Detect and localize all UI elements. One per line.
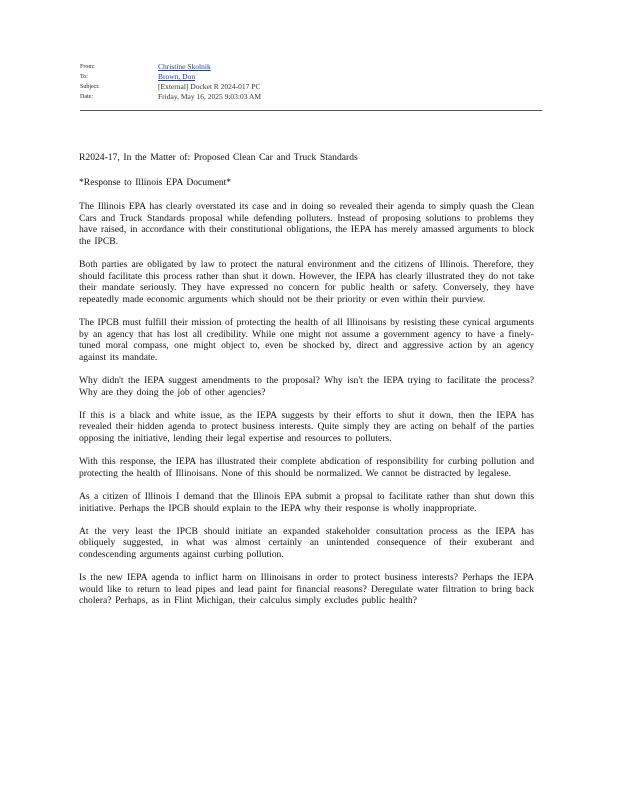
body-paragraph: With this response, the IEPA has illustrated their complete abdication of responsibility for curbing pollution and protecting the health of Illinoisans. None of this should be normalized. We cannot be distracted by legalese. xyxy=(79,456,534,479)
from-label: From: xyxy=(80,64,95,70)
body-paragraph: At the very least the IPCB should initiate an expanded stakeholder consultation process as the IEPA has obliquely suggested, in what was almost certainly an unintended consequence of their exuberant and condescending arguments against curbing pollution. xyxy=(79,525,534,560)
body-paragraph: Both parties are obligated by law to protect the natural environment and the citizens of Illinois. Therefore, they should facilitate this process rather than shut it down. However, the IEPA has clearly illustrated they do not take their mandate seriously. They have expressed no concern for public health or safety. Conversely, they have repeatedly made economic arguments which should not be their priority or even within their purview. xyxy=(79,259,534,305)
to-label: To: xyxy=(80,74,88,80)
body-paragraph: Why didn't the IEPA suggest amendments to the proposal? Why isn't the IEPA trying to facilitate the process? Why are they doing the job of other agencies? xyxy=(79,375,534,398)
body-paragraph: As a citizen of Illinois I demand that the Illinois EPA submit a propsal to facilitate rather than shut down this initiative. Perhaps the IPCB should explain to the IEPA why their response is wholly inappropriate. xyxy=(79,491,534,514)
body-paragraph: The IPCB must fulfill their mission of protecting the health of all Illinoisans by resisting these cynical arguments by an agency that has lost all credibility. While one might not assume a government agency to have a finely-tuned moral compass, one might object to, even be shocked by, direct and aggressive action by an agency against its mandate. xyxy=(79,317,534,363)
to-row xyxy=(80,72,542,82)
body-paragraph: The Illinois EPA has clearly overstated its case and in doing so revealed their agenda to simply quash the Clean Cars and Truck Standards proposal while defending polluters. Instead of proposing solutions to problems they have raised, in accordance with their constitutional obligations, the IEPA has merely amassed arguments to block the IPCB. xyxy=(79,201,534,247)
docket-title: R2024-17, In the Matter of: Proposed Clean Car and Truck Standards xyxy=(79,152,358,163)
email-header xyxy=(80,62,542,102)
sender-link[interactable]: Christine Skolnik xyxy=(158,62,211,71)
date-value: Friday, May 16, 2025 9:03:03 AM xyxy=(158,92,262,101)
date-row xyxy=(80,92,542,102)
response-subtitle: *Response to Illinois EPA Document* xyxy=(79,176,232,188)
body-paragraph: Is the new IEPA agenda to inflict harm on Illinoisans in order to protect business interests? Perhaps the IEPA would like to return to lead pipes and lead paint for financial reasons? Deregulate water filtration to bring back cholera? Perhaps, as in Flint Michigan, their calculus simply excludes public health? xyxy=(79,572,534,607)
email-body xyxy=(79,152,534,619)
from-row xyxy=(80,62,542,72)
body-paragraph: If this is a black and white issue, as the IEPA suggests by their efforts to shut it down, then the IEPA has revealed their hidden agenda to protect business interests. Quite simply they are acting on behalf of the parties opposing the initiative, lending their legal expertise and resources to polluters. xyxy=(79,409,534,445)
subject-value: [External] Docket R 2024-017 PC xyxy=(158,82,261,91)
header-divider xyxy=(80,110,542,111)
subject-row xyxy=(80,82,542,92)
subject-label: Subject: xyxy=(80,84,100,90)
recipient-link[interactable]: Brown, Don xyxy=(158,72,196,81)
date-label: Date: xyxy=(80,94,93,100)
